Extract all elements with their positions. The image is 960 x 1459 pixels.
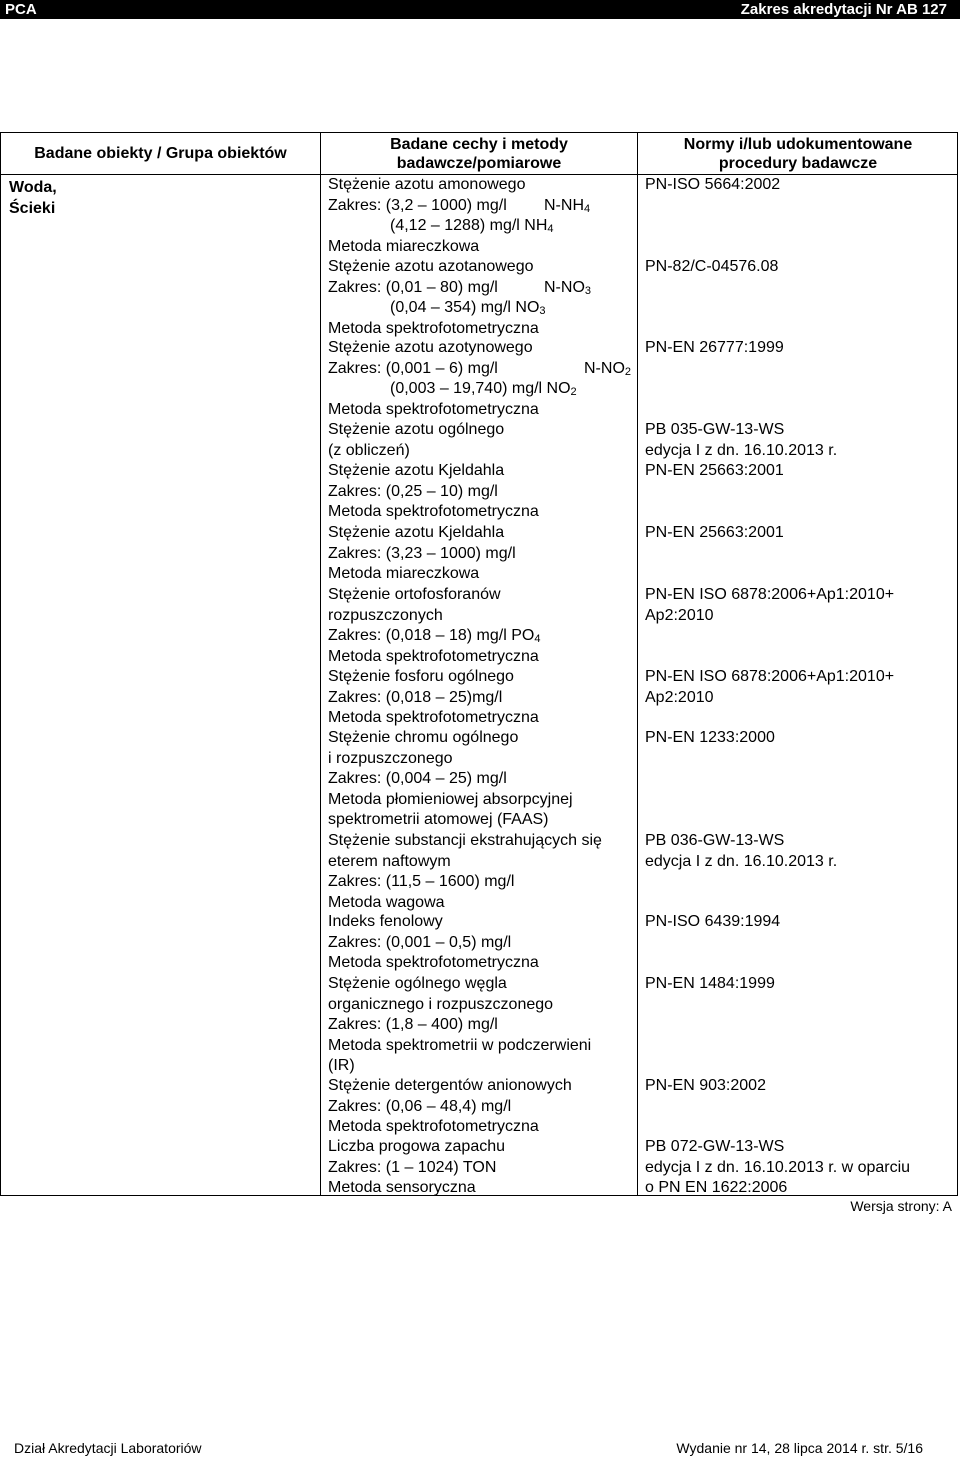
page-version: Wersja strony: A: [850, 1198, 952, 1214]
method-text: Zakres: (11,5 – 1600) mg/l: [328, 873, 515, 890]
standard-line: PN-EN 1233:2000: [645, 729, 775, 746]
method-text: Metoda spektrofotometryczna: [328, 319, 539, 337]
method-text: Metoda spektrofotometryczna: [328, 1118, 539, 1135]
method-line: [328, 667, 539, 688]
method-cell: [328, 974, 591, 1077]
method-text: Zakres: (3,23 – 1000) mg/l: [328, 544, 516, 562]
standard-cell: [645, 420, 837, 461]
standard-cell: [645, 912, 780, 933]
method-line: [328, 482, 539, 503]
standard-line: PN-82/C-04576.08: [645, 258, 779, 275]
method-text: Stężenie azotu azotanowego: [328, 258, 534, 275]
method-text: i rozpuszczonego: [328, 749, 453, 767]
method-line: [328, 461, 539, 482]
method-text: Zakres: (3,2 – 1000) mg/l: [328, 196, 507, 214]
method-text: Metoda spektrometrii w podczerwieni: [328, 1036, 592, 1054]
method-line: [328, 872, 602, 893]
method-text: Stężenie detergentów anionowych: [328, 1077, 572, 1094]
column-divider: [320, 133, 321, 1195]
column-divider: [637, 133, 638, 1195]
col1-header: Badane obiekty / Grupa obiektów: [34, 145, 287, 162]
method-line: [328, 995, 591, 1016]
method-text: Indeks fenolowy: [328, 913, 443, 930]
method-line: [328, 1117, 572, 1138]
standard-cell: [645, 338, 784, 359]
formula-label: N-NH4: [544, 196, 591, 215]
method-text: Stężenie fosforu ogólnego: [328, 668, 514, 685]
method-text: rozpuszczonych: [328, 606, 443, 624]
standard-line: edycja I z dn. 16.10.2013 r.: [645, 852, 838, 870]
method-cell: [328, 523, 516, 585]
objects-cell: Woda, Ścieki: [9, 179, 57, 217]
method-cell: [328, 175, 591, 257]
standard-line: PN-ISO 5664:2002: [645, 176, 781, 193]
standard-cell: [645, 1076, 766, 1097]
method-line: [328, 1036, 591, 1057]
method-text: organicznego i rozpuszczonego: [328, 995, 554, 1013]
footer-left: Dział Akredytacji Laboratoriów: [14, 1440, 202, 1456]
standard-line: Ap2:2010: [645, 606, 714, 624]
method-text: Stężenie azotu amonowego: [328, 176, 526, 193]
method-cell: [328, 667, 539, 729]
standard-line: PN-EN 903:2002: [645, 1077, 766, 1094]
method-cell: [328, 912, 539, 974]
standard-line: edycja I z dn. 16.10.2013 r. w oparciu: [645, 1158, 911, 1176]
method-line: [328, 338, 577, 359]
method-text: Zakres: (0,25 – 10) mg/l: [328, 482, 498, 500]
method-line: [328, 912, 539, 933]
header-left: PCA: [5, 1, 37, 18]
method-line: [328, 400, 577, 421]
standard-cell: [645, 831, 837, 872]
standard-line: edycja I z dn. 16.10.2013 r.: [645, 441, 838, 459]
standard-line: PN-EN 26777:1999: [645, 339, 784, 356]
method-cell: [328, 338, 632, 420]
standard-cell: [645, 585, 894, 626]
standard-cell: [645, 523, 784, 544]
method-cell: [328, 728, 573, 831]
standard-cell: [645, 728, 775, 749]
method-cell: [328, 1076, 572, 1138]
method-text: Zakres: (0,01 – 80) mg/l: [328, 278, 498, 296]
method-line: [328, 1076, 572, 1097]
method-line: [328, 237, 554, 258]
method-text: Metoda wagowa: [328, 893, 445, 911]
method-line: [328, 893, 602, 914]
method-text: Stężenie azotu azotynowego: [328, 339, 533, 356]
method-cell: [328, 831, 602, 913]
method-text: Metoda miareczkowa: [328, 565, 480, 582]
standard-cell: [645, 974, 775, 995]
method-line: [328, 502, 539, 523]
standard-line: PB 072-GW-13-WS: [645, 1138, 785, 1155]
standard-line: o PN EN 1622:2006: [645, 1179, 788, 1196]
standard-line: PN-EN 25663:2001: [645, 462, 784, 479]
method-line: [328, 196, 591, 217]
method-line: [328, 564, 516, 585]
method-line: [328, 626, 540, 647]
method-line: [328, 769, 573, 790]
method-text: Stężenie ogólnego węgla: [328, 975, 507, 992]
standard-line: PN-EN ISO 6878:2006+Ap1:2010+: [645, 586, 895, 603]
method-line: [328, 585, 540, 606]
method-line: [328, 749, 573, 770]
method-line: [328, 1137, 505, 1158]
subscript: 4: [547, 223, 554, 235]
method-text: Metoda spektrofotometryczna: [328, 503, 539, 520]
standard-line: Ap2:2010: [645, 688, 714, 706]
method-line: [328, 1097, 572, 1118]
method-text: Stężenie azotu Kjeldahla: [328, 524, 505, 541]
method-line: [328, 523, 516, 544]
subscript: 3: [584, 284, 592, 297]
method-line: [328, 831, 602, 852]
method-line: [328, 790, 573, 811]
method-line: [328, 810, 573, 831]
method-text: Zakres: (0,001 – 0,5) mg/l: [328, 933, 512, 951]
method-text: Metoda spektrofotometryczna: [328, 709, 539, 726]
subscript: 4: [534, 633, 541, 645]
method-line: [328, 379, 577, 400]
method-text: Stężenie chromu ogólnego: [328, 729, 519, 746]
standard-line: PB 036-GW-13-WS: [645, 832, 785, 849]
method-cell: [328, 1137, 505, 1199]
method-cell: [328, 420, 504, 461]
standard-line: PN-EN 1484:1999: [645, 975, 775, 992]
method-text: eterem naftowym: [328, 852, 451, 870]
subscript: 3: [539, 305, 546, 317]
standard-cell: [645, 1137, 910, 1199]
method-text: Stężenie substancji ekstrahujących się: [328, 832, 602, 849]
standard-line: PB 035-GW-13-WS: [645, 421, 785, 438]
method-line: [328, 1158, 505, 1179]
formula-label: N-NO3: [544, 278, 592, 297]
subscript: 4: [584, 202, 591, 215]
standard-cell: [645, 175, 780, 196]
method-line: [328, 1015, 591, 1036]
method-line: [328, 974, 591, 995]
method-line: [328, 728, 573, 749]
method-text: Zakres: (1,8 – 400) mg/l: [328, 1016, 498, 1033]
method-line: [328, 319, 546, 340]
method-line: [328, 1178, 505, 1199]
method-line: [328, 953, 539, 974]
method-line: [328, 852, 602, 873]
method-cell: [328, 585, 540, 667]
method-line: [328, 544, 516, 565]
footer-right: Wydanie nr 14, 28 lipca 2014 r. str. 5/16: [676, 1440, 923, 1456]
method-line: [328, 175, 554, 196]
method-line: [328, 278, 592, 299]
method-text: Liczba progowa zapachu: [328, 1138, 506, 1155]
subscript: 2: [624, 365, 632, 378]
method-text: Metoda płomieniowej absorpcyjnej: [328, 790, 573, 808]
method-text: Zakres: (0,018 – 25)mg/l: [328, 688, 503, 706]
method-text: Zakres: (1 – 1024) TON: [328, 1158, 497, 1176]
method-line: [328, 708, 539, 729]
col3-header: Normy i/lub udokumentowane procedury badawcze: [683, 136, 913, 172]
method-text: (4,12 – 1288) mg/l NH: [390, 217, 548, 234]
method-text: Metoda miareczkowa: [328, 237, 480, 255]
method-line: [328, 606, 540, 627]
method-line: [328, 298, 546, 319]
method-text: Zakres: (0,001 – 6) mg/l: [328, 359, 498, 377]
standard-cell: [645, 257, 778, 278]
method-line: [328, 359, 632, 380]
standard-line: PN-EN 25663:2001: [645, 524, 784, 541]
header-bar: [0, 0, 960, 19]
method-text: Stężenie ortofosforanów: [328, 586, 501, 603]
method-text: (z obliczeń): [328, 441, 410, 459]
method-text: Zakres: (0,06 – 48,4) mg/l: [328, 1097, 512, 1115]
method-text: Metoda spektrofotometryczna: [328, 647, 539, 665]
method-text: Metoda spektrofotometryczna: [328, 954, 539, 971]
col2-header: Badane cechy i metody badawcze/pomiarowe: [390, 136, 568, 172]
method-line: [328, 216, 554, 237]
method-text: (0,04 – 354) mg/l NO: [390, 299, 540, 316]
standard-line: PN-EN ISO 6878:2006+Ap1:2010+: [645, 668, 895, 685]
standard-cell: [645, 667, 894, 708]
method-line: [328, 420, 504, 441]
method-line: [328, 441, 504, 462]
standard-cell: [645, 461, 784, 482]
method-text: Zakres: (0,004 – 25) mg/l: [328, 770, 507, 787]
method-line: [328, 933, 539, 954]
subscript: 2: [570, 386, 577, 398]
method-cell: [328, 257, 592, 339]
method-text: (IR): [328, 1057, 355, 1074]
method-line: [328, 257, 546, 278]
method-line: [328, 688, 539, 709]
formula-label: N-NO2: [584, 359, 632, 378]
method-text: Stężenie azotu ogólnego: [328, 421, 505, 438]
method-text: Zakres: (0,018 – 18) mg/l PO: [328, 627, 535, 644]
method-text: Metoda sensoryczna: [328, 1179, 476, 1196]
method-text: Stężenie azotu Kjeldahla: [328, 462, 505, 479]
method-text: spektrometrii atomowej (FAAS): [328, 811, 549, 828]
header-right: Zakres akredytacji Nr AB 127: [740, 1, 947, 18]
method-cell: [328, 461, 539, 523]
standard-line: PN-ISO 6439:1994: [645, 913, 781, 930]
method-text: (0,003 – 19,740) mg/l NO: [390, 380, 571, 397]
method-line: [328, 1056, 591, 1077]
method-line: [328, 647, 540, 668]
method-text: Metoda spektrofotometryczna: [328, 400, 539, 418]
